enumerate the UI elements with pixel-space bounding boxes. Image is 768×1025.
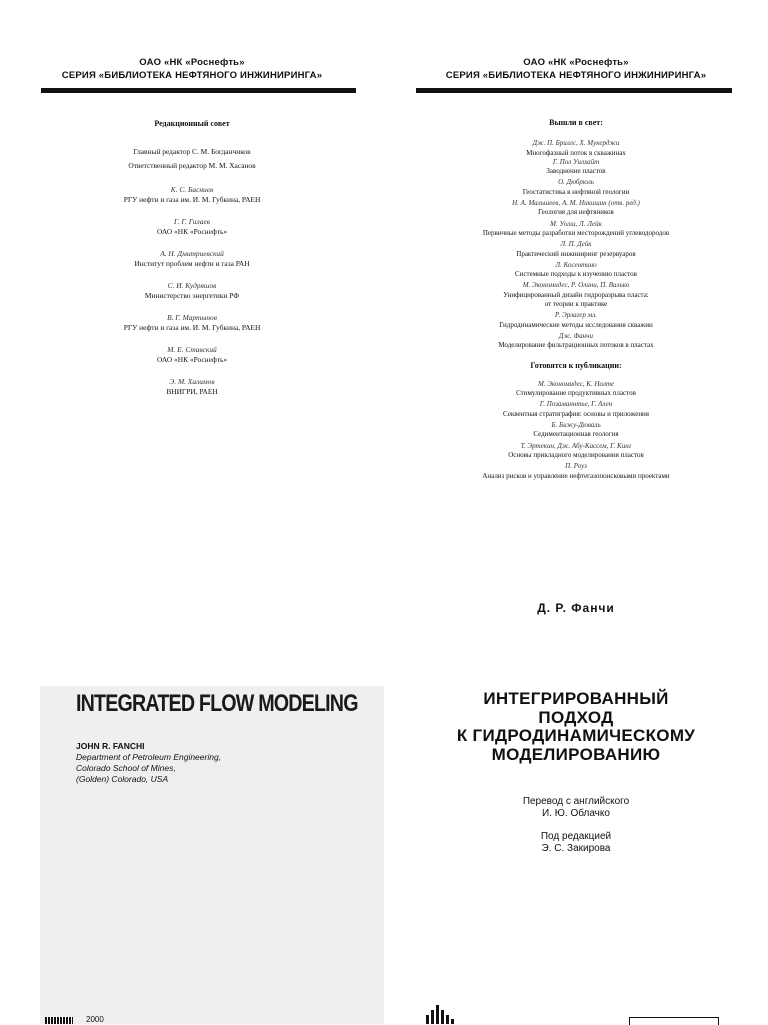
book-title: Моделирование фильтрационных потоков в пластах xyxy=(498,341,654,350)
book-title: Заводнение пластов xyxy=(546,167,606,176)
affiliation-line: Colorado School of Mines, xyxy=(76,763,176,773)
upcoming-heading: Готовятся к публикации: xyxy=(530,360,622,370)
book-author: Л. П. Дейк xyxy=(560,240,592,249)
publisher-line: ОАО «НК «Роснефть» xyxy=(523,57,629,68)
member-org: ВНИГРИ, РАЕН xyxy=(166,387,218,396)
book-title: Геология для нефтяников xyxy=(538,208,614,217)
translation-label: Перевод с английского xyxy=(522,796,630,807)
book-author: Т. Эртекин, Дж. Абу-Кассем, Г. Кинг xyxy=(520,441,632,450)
member-name: В. Г. Мартынов xyxy=(167,313,217,322)
book-title: Первичные методы разработки месторождений углеводородов xyxy=(482,228,670,237)
book-author: Г. Позаманнтье, Г. Ален xyxy=(539,400,613,409)
header-rule xyxy=(41,88,356,93)
board-member xyxy=(0,377,384,397)
member-org: РГУ нефти и газа им. И. М. Губкина, РАЕН xyxy=(123,195,261,204)
member-org: РГУ нефти и газа им. И. М. Губкина, РАЕН xyxy=(123,323,261,332)
member-org: ОАО «НК «Роснефть» xyxy=(156,355,228,364)
book-author: П. Роуз xyxy=(565,462,587,471)
book-author: М. Экономидес, Р. Олини, П. Валько xyxy=(522,281,630,290)
member-org: ОАО «НК «Роснефть» xyxy=(156,227,228,236)
english-author: JOHN R. FANCHI xyxy=(76,741,145,751)
board-member xyxy=(0,345,384,365)
board-member xyxy=(0,249,384,269)
translation-credit xyxy=(384,796,768,819)
member-name: М. Е. Ставский xyxy=(167,345,217,354)
book-author: Дж. Фанчи xyxy=(559,331,593,340)
english-author-block xyxy=(76,741,221,785)
book-title: Геостатистика в нефтяной геологии xyxy=(522,187,630,196)
published-list xyxy=(384,118,768,481)
board-member xyxy=(0,281,384,301)
editor-credit xyxy=(384,831,768,854)
book-author: Р. Эрлагер мл. xyxy=(555,311,597,320)
title-line: МОДЕЛИРОВАНИЮ xyxy=(491,744,661,764)
book-title: Гидродинамические методы исследования скважин xyxy=(499,320,653,329)
book-title: Основы прикладного моделирования пластов xyxy=(508,450,644,459)
executive-editor: Ответственный редактор М. М. Хасанов xyxy=(128,161,256,170)
series-line: СЕРИЯ «БИБЛИОТЕКА НЕФТЯНОГО ИНЖИНИРИНГА» xyxy=(445,70,707,81)
editorial-board xyxy=(0,119,384,397)
book-author: Б. Бижу-Дюваль xyxy=(551,421,601,430)
left-page xyxy=(0,0,384,1024)
member-name: А. Н. Дмитриевский xyxy=(160,249,224,258)
chief-editor: Главный редактор С. М. Богданчиков xyxy=(133,147,251,156)
member-name: К. С. Басниев xyxy=(170,185,214,194)
board-member xyxy=(0,313,384,333)
affiliation-line: Department of Petroleum Engineering, xyxy=(76,752,222,762)
publication-year: 2000 xyxy=(86,1015,104,1024)
title-line: ПОДХОД xyxy=(538,707,614,727)
member-org: Министерство энергетики РФ xyxy=(144,291,240,300)
english-title: INTEGRATED FLOW MODELING xyxy=(76,690,358,717)
russian-title xyxy=(384,690,768,764)
book-title: Многофазный поток в скважинах xyxy=(526,148,626,157)
board-member xyxy=(0,185,384,205)
series-header xyxy=(0,56,384,82)
book-author: М. Экономидес, К. Нолте xyxy=(537,379,615,388)
book-author: Дж. П. Бриллс, Х. Мукерджи xyxy=(532,139,620,148)
russian-author: Д. Р. Фанчи xyxy=(537,601,615,615)
book-author: Л. Косентино xyxy=(555,260,597,269)
book-title: от теории к практике xyxy=(544,300,608,309)
english-title-page xyxy=(40,686,384,1024)
series-header xyxy=(384,56,768,82)
affiliation-line: (Golden) Colorado, USA xyxy=(76,774,169,784)
board-members xyxy=(0,185,384,397)
book-author: Н. А. Мальшеев, А. М. Никишин (отв. ред.) xyxy=(512,199,640,208)
member-org: Институт проблем нефти и газа РАН xyxy=(134,259,250,268)
book-title: Унифицированный дизайн гидроразрыва пласта: xyxy=(503,290,649,299)
member-name: С. И. Кудряшов xyxy=(167,281,217,290)
book-author: М. Уолш, Л. Лейк xyxy=(550,219,602,228)
editor-label: Под редакцией xyxy=(540,831,612,842)
book-author: Г. Пол Уилхайт xyxy=(552,157,600,166)
publisher-logo-icon xyxy=(426,1005,454,1024)
publisher-logo xyxy=(45,1017,73,1024)
publisher-line: ОАО «НК «Роснефть» xyxy=(139,57,245,68)
right-page xyxy=(384,0,768,1024)
board-member xyxy=(0,217,384,237)
book-author: О. Дюбрюль xyxy=(558,178,594,187)
translator-name: И. Ю. Облачко xyxy=(542,807,610,819)
book-title: Секвентная стратиграфия: основы и приложения xyxy=(502,409,650,418)
published-heading: Вышли в свет: xyxy=(549,118,603,127)
board-heading: Редакционный совет xyxy=(154,119,230,128)
title-line: ИНТЕГРИРОВАННЫЙ xyxy=(483,689,669,708)
book-title: Стимулирование продуктивных пластов xyxy=(516,389,636,398)
series-line: СЕРИЯ «БИБЛИОТЕКА НЕФТЯНОГО ИНЖИНИРИНГА» xyxy=(61,70,323,81)
header-rule xyxy=(416,88,732,93)
member-name: Г. Г. Гилаев xyxy=(174,217,210,226)
title-line: К ГИДРОДИНАМИЧЕСКОМУ xyxy=(456,726,696,745)
book-title: Седиментационная геология xyxy=(533,430,619,439)
member-name: Э. М. Халимов xyxy=(169,377,215,386)
book-title: Системные подходы к изучению пластов xyxy=(515,270,637,279)
book-title: Анализ рисков и управление нефтегазопоисковыми проектами xyxy=(482,471,670,480)
editor-name: Э. С. Закирова xyxy=(541,842,611,854)
book-title: Практический инжиниринг резервуаров xyxy=(516,249,636,258)
